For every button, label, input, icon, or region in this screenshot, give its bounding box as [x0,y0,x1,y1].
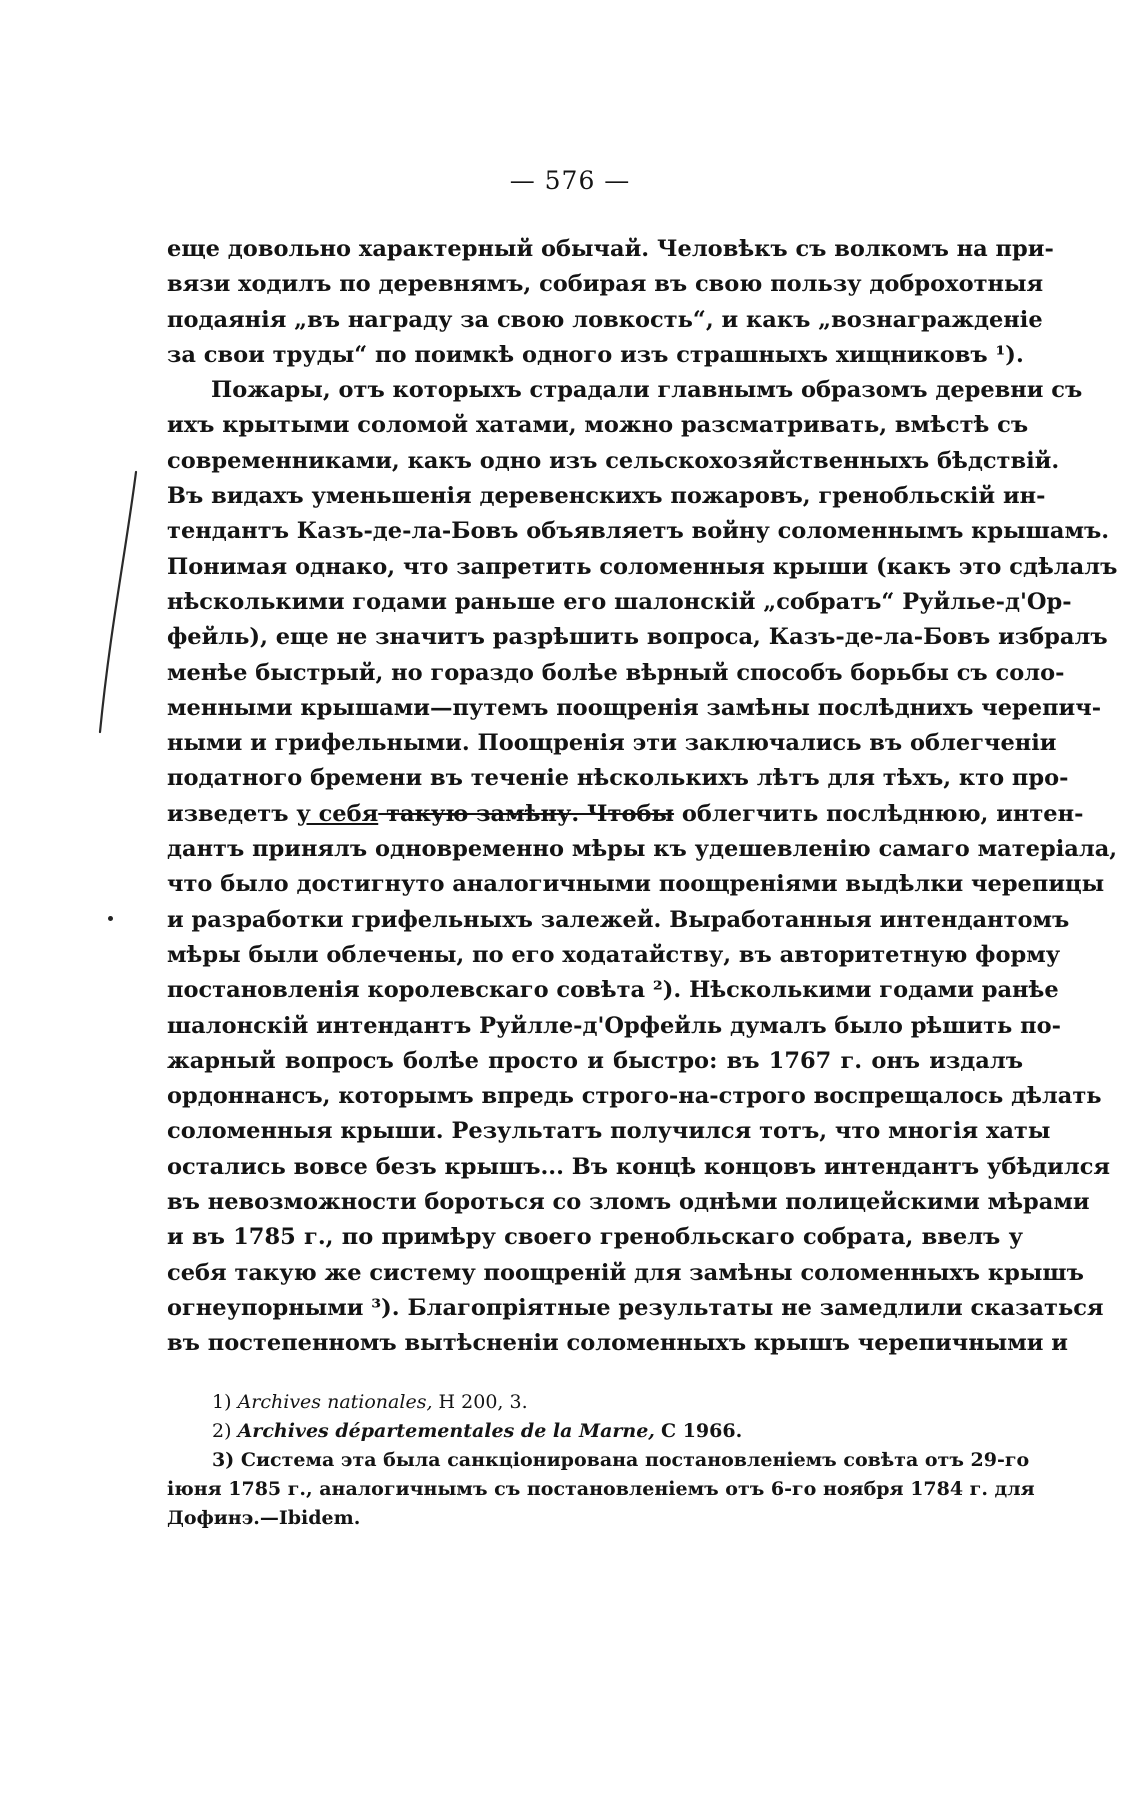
page-number: — 576 — [509,166,631,195]
footnote-source: Archives nationales, [237,1391,433,1413]
text-line: еще довольно характерный обычай. Человѣкъ съ волкомъ на при- [167,236,1054,262]
text-line: огнеупорными ³). Благопріятные результаты не замедлили сказаться [167,1294,1104,1321]
text-line: въ невозможности бороться со зломъ однѣми полицейскими мѣрами [167,1189,1090,1216]
text-line: постановленія королевскаго совѣта ²). Нѣсколькими годами ранѣе [167,977,1059,1004]
footnote-text: Система эта была санкціонирована постановленіемъ совѣта отъ 29-го [240,1449,1030,1471]
footnote-source: Archives départementales de la Marne, [237,1420,655,1442]
underlined-text: у себя [296,800,379,827]
text-segment: изведетъ [167,800,297,827]
text-line: въ постепенномъ вытѣсненіи соломенныхъ крышъ черепичными и [167,1330,1068,1357]
text-line: и въ 1785 г., по примѣру своего гренобльскаго собрата, ввелъ у [167,1224,1023,1251]
text-line: менными крышами—путемъ поощренія замѣны послѣднихъ черепич- [167,694,1102,721]
text-line: Въ видахъ уменьшенія деревенскихъ пожаровъ, гренобльскій ин- [167,483,1046,510]
footnotes [167,1388,1035,1533]
text-line: ными и грифельными. Поощренія эти заключались въ облегченіи [167,730,1057,757]
margin-dot [108,916,113,921]
footnote-marker: 1) [212,1391,232,1413]
footnote-reference: C 1966. [660,1420,743,1442]
text-line: остались вовсе безъ крышъ... Въ концѣ концовъ интендантъ убѣдился [167,1153,1111,1180]
text-line: ордоннансъ, которымъ впредь строго-на-строго воспрещалось дѣлать [167,1083,1102,1110]
footnote-marker: 2) [212,1420,232,1442]
text-line: мѣры были облечены, по его ходатайству, въ авторитетную форму [167,941,1061,968]
footnote-2 [167,1417,1023,1446]
footnote-3-cont: Дофинэ.—Ibidem. [167,1507,361,1529]
text-segment: облегчить послѣднюю, интен- [674,800,1084,827]
text-line: жарный вопросъ болѣе просто и быстро: въ 1767 г. онъ издалъ [167,1047,1023,1074]
text-line: шалонскій интендантъ Руйлле-д'Орфейль думалъ было рѣшить по- [167,1012,1061,1039]
footnote-reference: H 200, 3. [438,1391,528,1413]
text-line: тендантъ Казъ-де-ла-Бовъ объявляетъ войну соломеннымъ крышамъ. [167,518,1110,545]
footnote-3-cont: іюня 1785 г., аналогичнымъ съ постановленіемъ отъ 6-го ноября 1784 г. для [167,1478,1035,1500]
text-line: нѣсколькими годами раньше его шалонскій „собратъ“ Руйлье-д'Ор- [167,588,1072,615]
text-line: дантъ принялъ одновременно мѣры къ удешевленію самаго матеріала, [167,836,1118,863]
text-line: себя такую же систему поощреній для замѣны соломенныхъ крышъ [167,1259,1084,1286]
paragraph-start-line: Пожары, отъ которыхъ страдали главнымъ образомъ деревни съ [211,377,1083,404]
footnote-marker: 3) [212,1449,235,1471]
footnote-1 [167,1388,1023,1417]
text-line: и разработки грифельныхъ залежей. Выработанныя интендантомъ [167,906,1070,933]
struck-text: такую замѣну. Чтобы [378,800,675,827]
footnote-3 [167,1446,1030,1475]
text-line: менѣе быстрый, но гораздо болѣе вѣрный способъ борьбы съ соло- [167,659,1065,686]
text-line: что было достигнуто аналогичными поощреніями выдѣлки черепицы [167,871,1105,898]
text-line: соломенныя крыши. Результатъ получился тотъ, что многія хаты [167,1118,1051,1145]
text-line-with-edits [167,797,1084,832]
text-line: подаянія „въ награду за свою ловкость“, и какъ „вознагражденіе [167,306,1043,333]
text-line: современниками, какъ одно изъ сельскохозяйственныхъ бѣдствій. [167,447,1060,474]
margin-pencil-line [96,470,156,740]
text-line: вязи ходилъ по деревнямъ, собирая въ свою пользу доброхотныя [167,271,1044,298]
text-line: Понимая однако, что запретить соломенныя крыши (какъ это сдѣлалъ [167,553,1118,580]
text-line: податного бремени въ теченіе нѣсколькихъ лѣтъ для тѣхъ, кто про- [167,765,1069,792]
text-line: ихъ крытыми соломой хатами, можно разсматривать, вмѣстѣ съ [167,412,1029,439]
text-line: за свои труды“ по поимкѣ одного изъ страшныхъ хищниковъ ¹). [167,341,1024,368]
body-text [167,232,1118,1362]
text-line: фейль), еще не значитъ разрѣшить вопроса, Казъ-де-ла-Бовъ избралъ [167,624,1108,651]
